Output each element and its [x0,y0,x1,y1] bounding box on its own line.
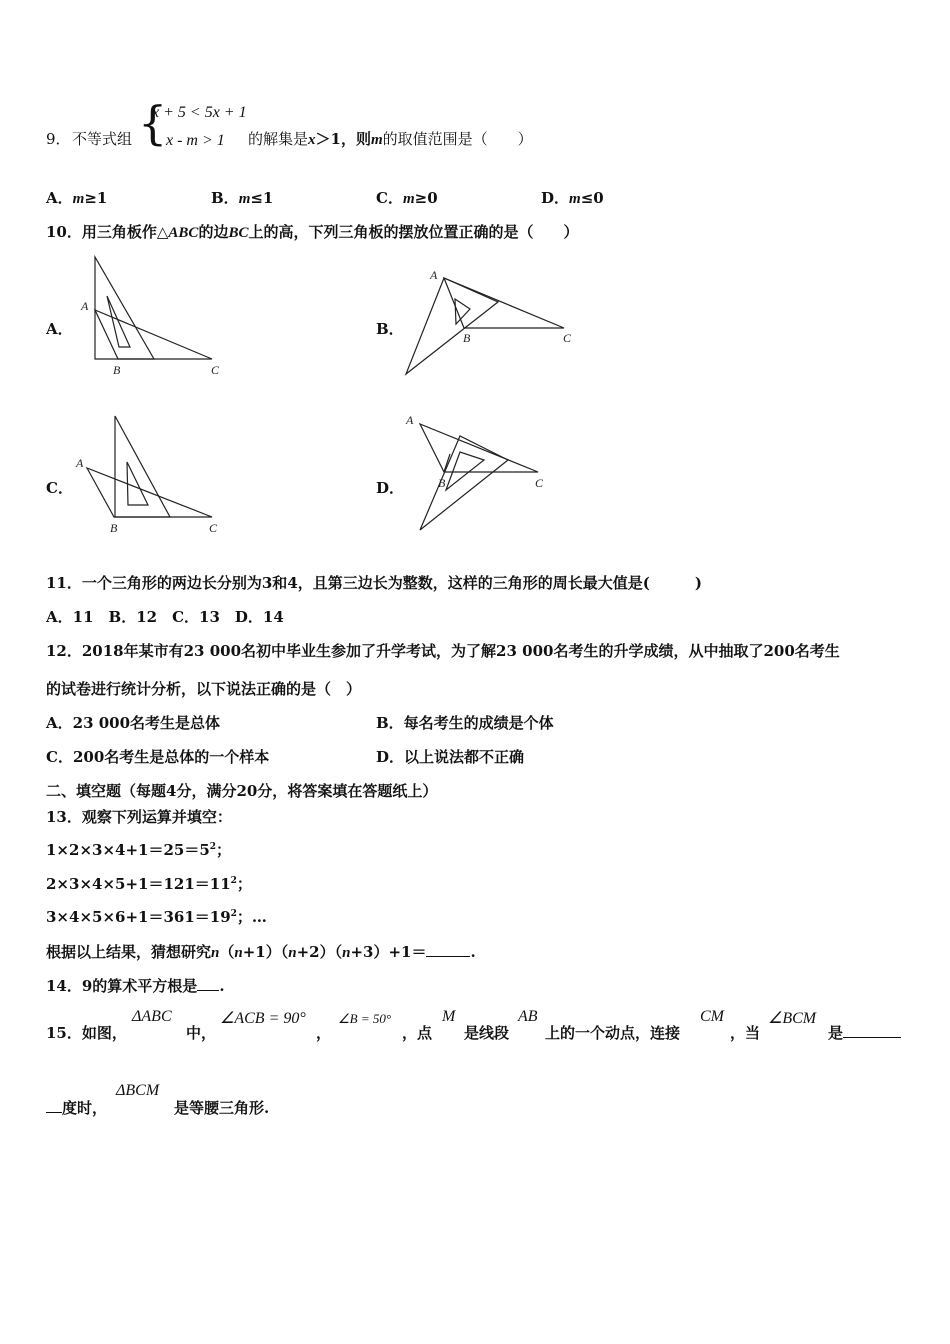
q15-point-m: M [442,1008,456,1025]
q12-stem-line-1: 12．2018年某市有23 000名初中毕业生参加了升学考试，为了解23 000名考生的升学成绩，从中抽取了200名考生 [46,642,840,660]
q13-line-2: $2\times 3\times 4\times 5+1=121=11^2$； [46,875,252,893]
q10-stem: 10．用三角板作△ABC的边BC上的高，下列三角板的摆放位置正确的是（ ） [46,223,579,241]
q13-stem: 13．观察下列运算并填空： [46,808,232,826]
q15-segment-cm: CM [700,1008,724,1025]
q15-zhong: 中， [186,1024,217,1042]
q15-prefix: 15．如图， [46,1024,127,1042]
q10-figure-d [398,410,588,535]
q15-line-2: 度时， [46,1097,107,1118]
q10-option-d[interactable]: D． [376,479,405,497]
q15-triangle-bcm: ΔBCM [116,1082,160,1099]
q10-a-label-a: A [81,299,89,313]
q10-b-label-c: C [563,331,572,345]
q15-triangle-abc: ΔABC [132,1008,172,1025]
q10-figure-c [72,410,232,540]
q9-number: 9． [46,130,71,148]
q11-stem: 11．一个三角形的两边长分别为3和4，且第三边长为整数，这样的三角形的周长最大值是( ) [46,574,702,592]
q15-answer-blank-1[interactable] [843,1023,901,1038]
q15-point: ，点 [402,1024,433,1042]
q12-option-c[interactable]: C．200名考生是总体的一个样本 [46,748,270,766]
q9-option-c[interactable]: C．m≥0 [376,189,438,207]
q10-figure-b [398,262,588,382]
q13-question: 根据以上结果，猜想研究n（n+1）（n+2）（n+3）+1＝ . [46,943,476,961]
q12-option-d[interactable]: D．以上说法都不正确 [376,748,525,766]
q14-answer-blank[interactable] [197,976,219,991]
q11-options[interactable]: A．11 B．12 C．13 D．14 [46,608,284,626]
q12-stem-line-2: 的试卷进行统计分析，以下说法正确的是（ ） [46,680,362,698]
q15-segment-ab: AB [518,1008,538,1025]
q12-option-a[interactable]: A．23 000名考生是总体 [46,714,221,732]
q10-figure-a [72,252,232,384]
q15-answer-blank-2[interactable] [46,1098,62,1113]
q10-b-label-a: A [430,268,438,282]
q15-angle-bcm: ∠BCM [768,1010,817,1027]
q14-question: 14．9的算术平方根是 . [46,977,225,995]
q13-line-3: $3\times 4\times 5\times 6+1=361=19^2$；… [46,908,267,926]
q9-stem: 的解集是x＞1，则m的取值范围是（ ） [248,130,533,148]
q10-d-label-c: C [535,476,544,490]
q12-option-b[interactable]: B．每名考生的成绩是个体 [376,714,554,732]
q9-option-b[interactable]: B．m≤1 [211,189,274,207]
q10-a-label-b: B [113,363,121,377]
q15-tail: 是等腰三角形. [174,1099,270,1117]
q13-line-1: $1\times 2\times 3\times 4+1=25=5^2$； [46,841,232,859]
q15-moving-point-text: 上的一个动点，连接 [545,1024,681,1042]
q10-option-c[interactable]: C． [46,479,73,497]
q10-b-label-b: B [463,331,471,345]
section-heading-fill-in: 二、填空题（每题4分，满分20分，将答案填在答题纸上） [46,782,438,800]
q15-when: ，当 [730,1024,761,1042]
q9-inequality-2: x - m > 1 [166,132,225,149]
q9-prefix: 不等式组 [72,130,133,148]
q10-c-label-b: B [110,521,118,535]
q10-a-label-c: C [211,363,220,377]
q10-c-label-a: A [76,456,84,470]
q9-option-a[interactable]: A．m≥1 [46,189,108,207]
q9-inequality-1: x + 5 < 5x + 1 [152,104,247,121]
q10-option-b[interactable]: B． [376,320,404,338]
q9-option-d[interactable]: D．m≤0 [541,189,604,207]
q15-segment-text: 是线段 [464,1024,510,1042]
q9-system-brace: { [138,96,168,150]
q15-is: 是 [828,1022,901,1043]
q10-option-a[interactable]: A． [46,320,73,338]
q15-angle-b: ∠B = 50° [338,1011,392,1026]
q15-angle-acb: ∠ACB = 90° [220,1010,306,1027]
q13-answer-blank[interactable] [426,942,470,957]
q15-comma: ， [316,1024,332,1042]
q10-c-label-c: C [209,521,218,535]
q10-d-label-a: A [406,413,414,427]
q10-d-label-b: B [438,476,446,490]
